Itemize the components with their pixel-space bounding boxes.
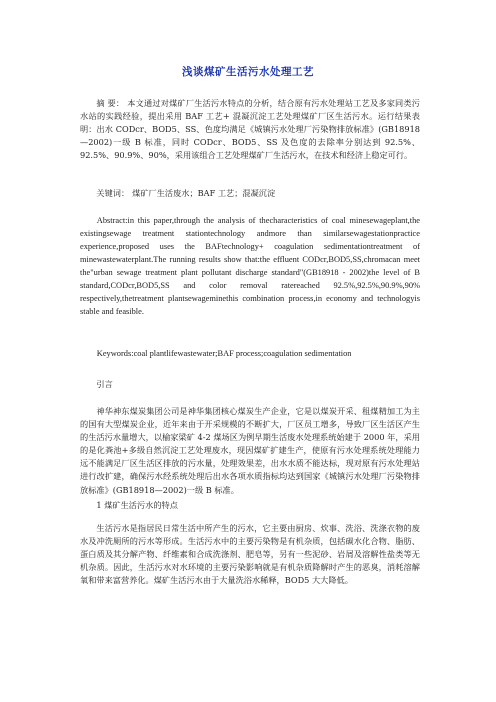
abstract-cn: [80, 97, 420, 162]
paper-title: 浅谈煤矿生活污水处理工艺: [182, 66, 314, 78]
abstract-cn-text: 本文通过对煤矿厂生活污水特点的分析，结合原有污水处理站工艺及多家同类污水站的实践经验，提出采用 BAF 工艺+ 混凝沉淀工艺处理煤矿厂区生活污水。运行结果表明：出水 CODcr、BOD5、SS、色度均满足《城镇污水处理厂污染物排放标准》(GB18918—2002)一级 B 标准，同时 CODcr、BOD5、SS 及色度的去除率分别达到 92.5%、92.5%、90.9%、90%，采用该组合工艺处理煤矿厂生活污水，在技术和经济上稳定可行。: [80, 98, 420, 161]
section1-heading: 1 煤矿生活污水的特点: [96, 500, 178, 510]
abstract-en-text: in this paper,through the analysis of thecharacteristics of coal minesewageplant,the existingsewage treatment stationtechnology andmore than similarsewagestationpractice experience,proposed uses the BAFtechnology+ coagulation sedimentationtreatment of minewastewaterplant.The running results show that:the effluent CODcr,BOD5,SS,chromacan meet the"urban sewage treatment plant pollutant discharge standard"(GB18918 - 2002)the level of B standard,CODcr,BOD5,SS and color removal ratereached 92.5%,92.5%,90.9%,90% respectively,thetreatment plantsewageminethis combination process,in economy and technologyis stable and feasible.: [80, 216, 420, 316]
intro-heading: 引言: [96, 379, 113, 389]
keywords-en-label: Keywords:: [96, 349, 134, 358]
keywords-cn-label: 关键词：: [96, 188, 130, 198]
keywords-cn-text: 煤矿厂生活废水；BAF 工艺；混凝沉淀: [132, 188, 276, 198]
abstract-cn-label: 摘 要：: [96, 98, 125, 108]
section1-paragraph: 生活污水是指居民日常生活中所产生的污水，它主要由厨房、炊事、洗浴、洗涤衣物的废水及冲洗厕所的污水等形成。生活污水中的主要污染物是有机杂质，包括碳水化合物、脂肪、蛋白质及其分解产物、纤维素和合成洗涤剂、肥皂等，另有一些泥砂、岩屑及溶解性盐类等无机杂质。因此，生活污水对水环境的主要污染影响就是有机杂质降解时产生的恶臭，消耗溶解氧和带来富营养化。煤矿生活污水由于大量洗浴水稀释，BOD5 大大降低。: [80, 523, 420, 586]
keywords-en-text: coal plantlifewastewater;BAF process;coagulation sedimentation: [133, 349, 352, 358]
intro-paragraph: 神华神东煤炭集团公司是神华集团核心煤炭生产企业，它是以煤炭开采、租煤精加工为主的国有大型煤炭企业，近年来由于开采规模的不断扩大，厂区员工增多，导致厂区生活区产生的生活污水量增大，以榆家梁矿 4-2 煤场区为例早期生活废水处理系统始建于 2000 年，采用的是化粪池+多级自然沉淀工艺处理废水，现因煤矿扩建生产，使原有污水处理系统处理能力远不能满足厂区生活区排放的污水量，处理效果差，出水水质不能达标，现对原有污水处理站进行改扩建，确保污水经系统处理后出水各项水质指标均达到国家《城镇污水处理厂污染物排放标准》(GB18918—2002)一级 B 标准。: [80, 406, 420, 495]
keywords-cn: [80, 187, 420, 200]
keywords-en: [80, 347, 420, 360]
abstract-en: [80, 214, 420, 318]
abstract-en-label: Abstract:: [96, 216, 128, 225]
